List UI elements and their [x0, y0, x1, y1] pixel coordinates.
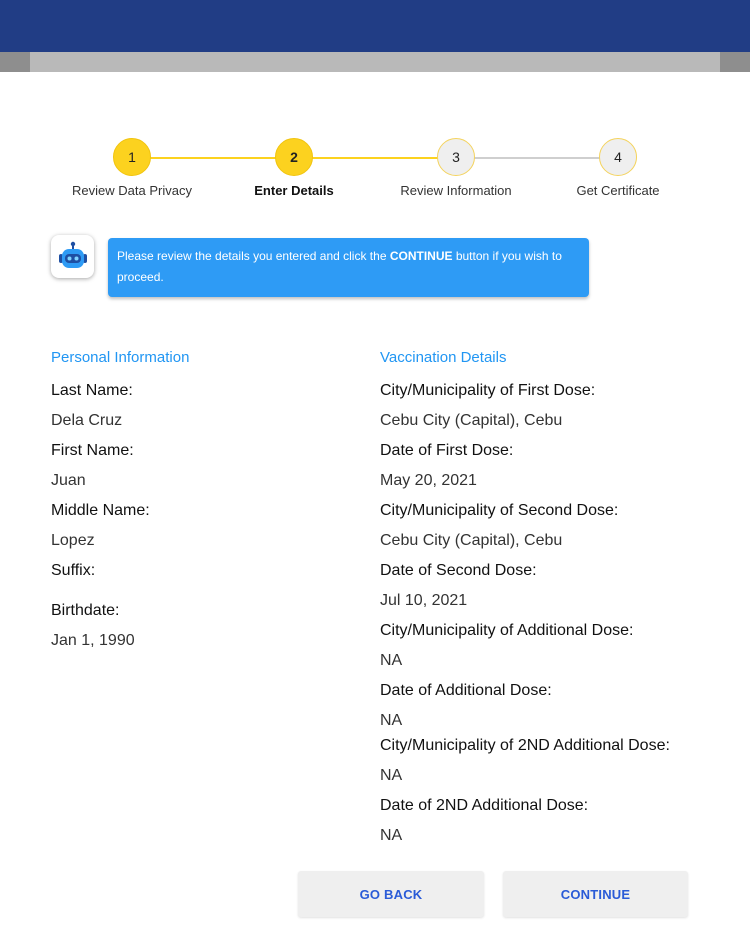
last-name-label: Last Name: — [51, 382, 133, 399]
personal-information-title: Personal Information — [51, 349, 190, 366]
birthdate-value: Jan 1, 1990 — [51, 632, 135, 649]
first-dose-city-value: Cebu City (Capital), Cebu — [380, 412, 563, 429]
second-dose-city-value: Cebu City (Capital), Cebu — [380, 532, 563, 549]
step-label: Review Data Privacy — [72, 183, 192, 198]
step-number-badge: 3 — [437, 138, 475, 176]
middle-name-label: Middle Name: — [51, 502, 150, 519]
suffix-value — [51, 586, 351, 596]
birthdate-label: Birthdate: — [51, 602, 120, 619]
step-enter-details[interactable] — [214, 138, 374, 198]
step-review-information[interactable] — [376, 138, 536, 198]
go-back-button[interactable]: GO BACK — [298, 871, 484, 917]
robot-icon — [51, 235, 94, 278]
notice-text-after: button if you wish to proceed. — [117, 249, 562, 284]
second-additional-dose-city-value: NA — [380, 767, 403, 784]
first-dose-date-value: May 20, 2021 — [380, 472, 477, 489]
first-name-value: Juan — [51, 472, 86, 489]
additional-dose-city-label: City/Municipality of Additional Dose: — [380, 622, 634, 639]
step-get-certificate[interactable] — [538, 138, 698, 198]
step-number-badge: 4 — [599, 138, 637, 176]
second-additional-dose-city-label: City/Municipality of 2ND Additional Dose: — [380, 737, 670, 754]
step-label: Get Certificate — [576, 183, 660, 198]
second-dose-city-label: City/Municipality of Second Dose: — [380, 502, 619, 519]
continue-button[interactable]: CONTINUE — [503, 871, 688, 917]
vaccination-details-title: Vaccination Details — [380, 349, 507, 366]
first-dose-city-label: City/Municipality of First Dose: — [380, 382, 596, 399]
first-dose-date-label: Date of First Dose: — [380, 442, 514, 459]
second-additional-dose-date-label: Date of 2ND Additional Dose: — [380, 797, 589, 814]
background-card — [30, 52, 720, 72]
step-label: Review Information — [400, 183, 512, 198]
second-additional-dose-date-value: NA — [380, 827, 403, 844]
middle-name-value: Lopez — [51, 532, 95, 549]
notice-text-before: Please review the details you entered and click the — [117, 249, 390, 263]
additional-dose-date-label: Date of Additional Dose: — [380, 682, 552, 699]
step-review-data-privacy[interactable] — [52, 138, 212, 198]
suffix-label: Suffix: — [51, 562, 96, 579]
last-name-value: Dela Cruz — [51, 412, 123, 429]
second-dose-date-label: Date of Second Dose: — [380, 562, 537, 579]
additional-dose-date-value: NA — [380, 712, 403, 729]
step-number-badge: 2 — [275, 138, 313, 176]
app-header-bar — [0, 0, 750, 52]
personal-information-section — [51, 346, 351, 656]
second-dose-date-value: Jul 10, 2021 — [380, 592, 468, 609]
step-number-badge: 1 — [113, 138, 151, 176]
vaccination-details-section — [380, 346, 720, 851]
step-label: Enter Details — [254, 183, 334, 198]
info-notice — [108, 238, 589, 297]
progress-stepper — [0, 138, 750, 208]
first-name-label: First Name: — [51, 442, 134, 459]
notice-text-bold: CONTINUE — [389, 249, 453, 263]
additional-dose-city-value: NA — [380, 652, 403, 669]
